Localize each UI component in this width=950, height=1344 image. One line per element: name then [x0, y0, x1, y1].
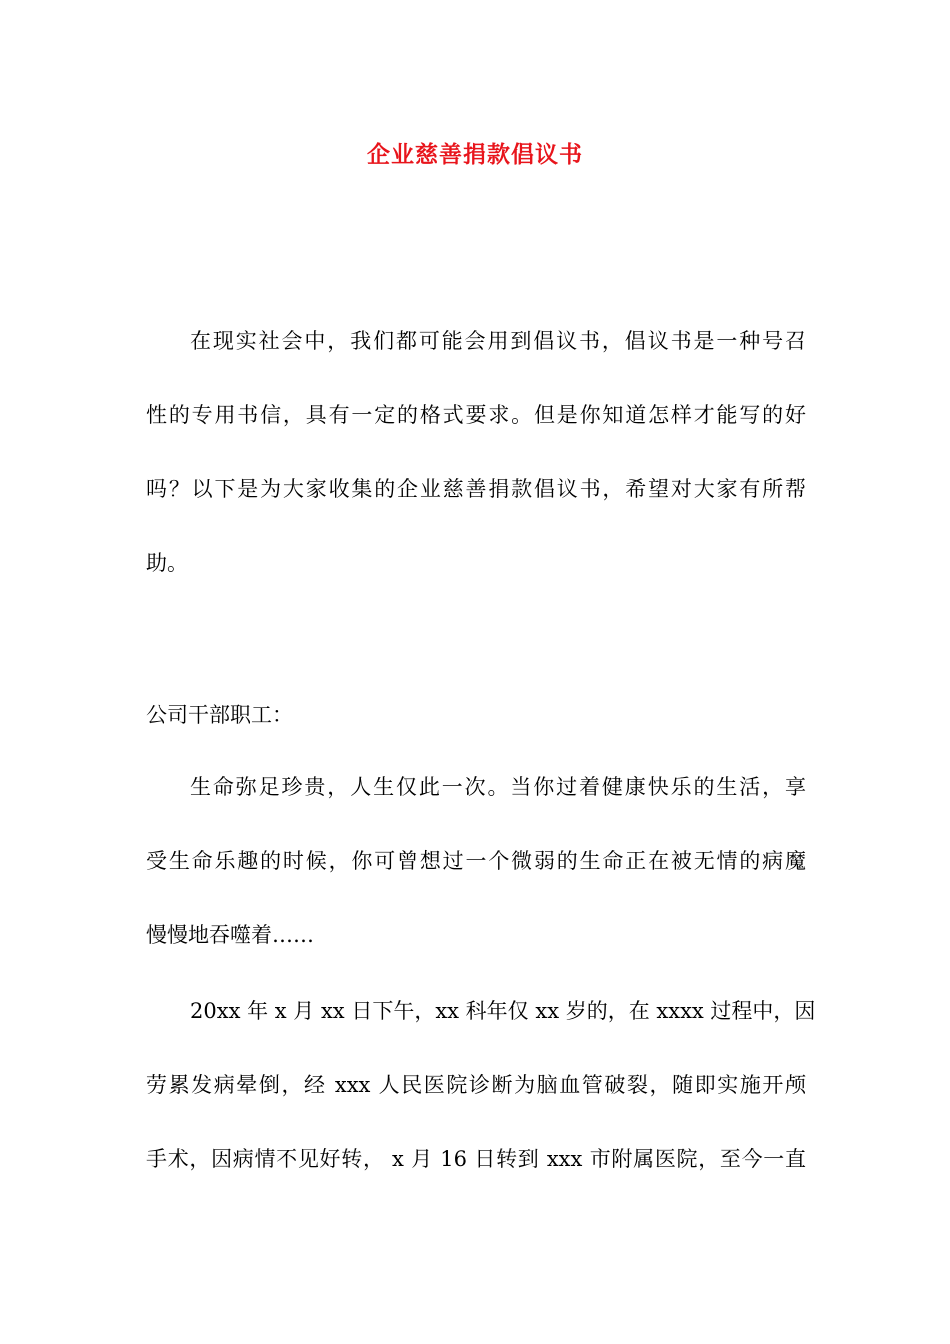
intro-line-4: 助。: [146, 551, 188, 575]
intro-line-2: 性的专用书信，具有一定的格式要求。但是你知道怎样才能写的好: [146, 403, 806, 427]
para1-line-2: 受生命乐趣的时候，你可曾想过一个微弱的生命正在被无情的病魔: [146, 849, 806, 873]
intro-line-3: 吗？以下是为大家收集的企业慈善捐款倡议书，希望对大家有所帮: [146, 477, 806, 501]
para2-line-2: 劳累发病晕倒，经 xxx 人民医院诊断为脑血管破裂，随即实施开颅: [146, 1073, 806, 1097]
document-title: 企业慈善捐款倡议书: [367, 141, 583, 168]
para2-line-1: 20xx 年 x 月 xx 日下午，xx 科年仅 xx 岁的，在 xxxx 过程中，因: [190, 999, 816, 1023]
para1-line-1: 生命弥足珍贵，人生仅此一次。当你过着健康快乐的生活，享: [190, 775, 806, 799]
para1-line-3: 慢慢地吞噬着……: [146, 923, 314, 947]
intro-line-1: 在现实社会中，我们都可能会用到倡议书，倡议书是一种号召: [190, 329, 806, 353]
para2-line-3: 手术，因病情不见好转， x 月 16 日转到 xxx 市附属医院，至今一直: [146, 1147, 806, 1171]
salutation: 公司干部职工：: [146, 703, 293, 727]
